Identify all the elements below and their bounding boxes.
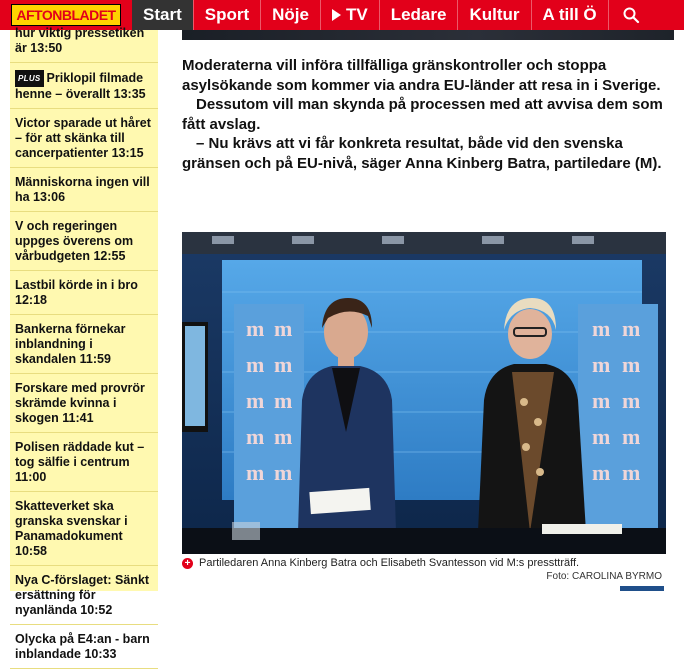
svg-text:m: m xyxy=(246,460,265,485)
news-item[interactable] xyxy=(10,26,158,63)
news-item[interactable] xyxy=(10,492,158,566)
article-quote: – Nu krävs att vi får konkreta resultat, både vid den svenska gränsen och på EU-nivå, säger Anna Kinberg Batra, partiledare (M). xyxy=(182,135,662,172)
svg-text:m: m xyxy=(246,352,265,377)
previous-image-edge xyxy=(182,30,674,40)
news-text: Victor sparade ut håret – för att skänka till cancerpatienter 13:15 xyxy=(15,116,151,160)
caption-text: Partiledaren Anna Kinberg Batra och Elisabeth Svantesson vid M:s presstträff. xyxy=(199,557,580,569)
search-icon xyxy=(623,7,639,23)
news-text: Lastbil körde in i bro 12:18 xyxy=(15,278,138,307)
news-text: Nya C-förslaget: Sänkt ersättning för nyanlända 10:52 xyxy=(15,573,150,617)
logo-text: AFTONBLADET xyxy=(11,4,120,26)
share-bar-edge xyxy=(620,586,664,591)
plus-badge: PLUS xyxy=(15,70,44,87)
svg-text:m: m xyxy=(592,352,611,377)
news-item[interactable] xyxy=(10,168,158,212)
press-conference-image xyxy=(182,232,666,554)
news-text: Skatteverket ska granska svenskar i Panamadokument 10:58 xyxy=(15,499,128,558)
svg-text:m: m xyxy=(592,424,611,449)
photo-caption xyxy=(182,557,666,582)
news-text: hur viktig pressetiken är 13:50 xyxy=(15,26,145,55)
svg-text:m: m xyxy=(246,388,265,413)
svg-text:m: m xyxy=(246,424,265,449)
svg-text:m: m xyxy=(592,316,611,341)
svg-text:m: m xyxy=(274,424,293,449)
svg-text:m: m xyxy=(246,316,265,341)
news-item[interactable] xyxy=(10,212,158,271)
svg-text:m: m xyxy=(622,388,641,413)
latest-news-sidebar xyxy=(10,26,158,661)
article-paragraph: Moderaterna vill införa tillfälliga gränskontroller och stoppa asylsökande som kommer via andra EU-länder att resa in i Sverige. xyxy=(182,57,661,94)
nav-noje[interactable]: Nöje xyxy=(260,0,320,30)
article-paragraph: Dessutom vill man skynda på processen med att avvisa dem som fått avslag. xyxy=(182,96,663,133)
search-button[interactable] xyxy=(608,0,653,30)
news-text: Forskare med provrör skrämde kvinna i skogen 11:41 xyxy=(15,381,145,425)
news-item[interactable] xyxy=(10,374,158,433)
svg-text:m: m xyxy=(622,424,641,449)
nav-kultur[interactable]: Kultur xyxy=(457,0,530,30)
photo-credit: Foto: CAROLINA BYRMO xyxy=(546,571,662,582)
nav-sport[interactable]: Sport xyxy=(193,0,260,30)
news-item[interactable] xyxy=(10,433,158,492)
article-photo[interactable] xyxy=(182,232,666,554)
news-text: Polisen räddade kut – tog sälfie i centrum 11:00 xyxy=(15,440,145,484)
news-text: Människorna ingen vill ha 13:06 xyxy=(15,175,150,204)
news-item[interactable] xyxy=(10,63,158,109)
article-body xyxy=(182,56,672,174)
news-text: Priklopil filmade henne – överallt 13:35 xyxy=(15,71,146,101)
nav-ledare[interactable]: Ledare xyxy=(379,0,458,30)
svg-text:m: m xyxy=(274,388,293,413)
svg-text:m: m xyxy=(622,460,641,485)
news-text: Bankerna förnekar inblandning i skandalen 11:59 xyxy=(15,322,126,366)
play-icon xyxy=(332,9,341,21)
svg-text:m: m xyxy=(592,388,611,413)
article-main xyxy=(174,30,684,591)
news-item[interactable] xyxy=(10,271,158,315)
news-item[interactable] xyxy=(10,315,158,374)
svg-text:m: m xyxy=(622,316,641,341)
svg-text:m: m xyxy=(622,352,641,377)
nav-a-till-o[interactable]: A till Ö xyxy=(531,0,608,30)
news-text: Olycka på E4:an - barn inblandade 10:33 xyxy=(15,632,150,661)
news-text: V och regeringen uppges överens om vårbudgeten 12:55 xyxy=(15,219,134,263)
nav-tv-label: TV xyxy=(345,5,368,24)
nav-tv[interactable] xyxy=(320,0,379,30)
news-item[interactable] xyxy=(10,625,158,669)
svg-text:m: m xyxy=(274,460,293,485)
svg-text:m: m xyxy=(274,352,293,377)
news-item[interactable] xyxy=(10,109,158,168)
svg-text:m: m xyxy=(274,316,293,341)
expand-plus-icon[interactable]: + xyxy=(182,558,193,569)
svg-text:m: m xyxy=(592,460,611,485)
nav-start[interactable]: Start xyxy=(132,0,193,30)
news-item[interactable] xyxy=(10,566,158,625)
